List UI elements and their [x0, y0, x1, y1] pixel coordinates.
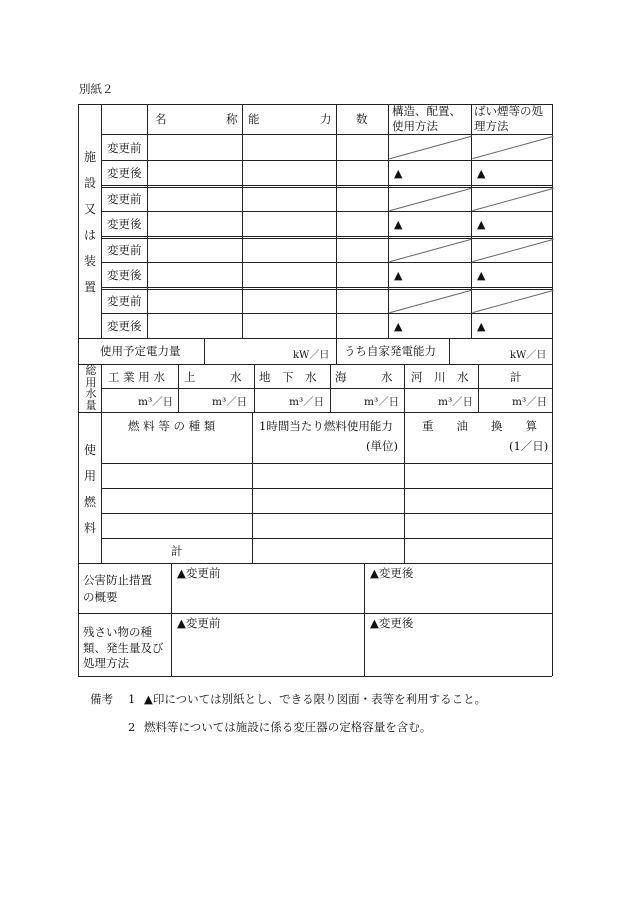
self-power-unit: kW／日 [510, 350, 547, 361]
residue-after: ▲変更後 [370, 616, 414, 630]
row-after-1: 変更後 [107, 166, 142, 180]
water-col-tap: 上 水 [184, 370, 242, 384]
residue-label-3: 処理方法 [83, 656, 129, 670]
fuel-header-kind: 燃 料 等 の 種 類 [128, 419, 216, 433]
water-col-industrial: 工 業 用 水 [108, 370, 165, 384]
water-col-river: 河 川 水 [411, 370, 469, 384]
row-before-1: 変更前 [107, 141, 142, 155]
pollution-before: ▲変更前 [177, 566, 221, 580]
pollution-label-1: 公害防止措置 [83, 573, 152, 587]
water-unit: m³／日 [438, 396, 474, 408]
row-before-2: 変更前 [107, 192, 142, 206]
water-total-label: 総 用 水 量 [85, 364, 97, 412]
fuel-rate-unit: (単位) [366, 439, 398, 453]
header-smoke-2: 理方法 [474, 119, 509, 133]
header-name-2: 称 [226, 112, 238, 126]
section-facility-label: 施 設 又 は 装 置 [83, 150, 96, 294]
triangle-mark: ▲ [477, 320, 486, 333]
triangle-mark: ▲ [394, 218, 403, 231]
residue-before: ▲変更前 [177, 616, 221, 630]
row-after-4: 変更後 [107, 319, 142, 333]
row-after-3: 変更後 [107, 268, 142, 282]
water-col-ground: 地 下 水 [259, 370, 317, 384]
header-count: 数 [356, 112, 368, 126]
water-unit: m³／日 [138, 396, 174, 408]
residue-label-2: 類、発生量及び [83, 641, 164, 655]
triangle-mark: ▲ [394, 269, 403, 282]
residue-label-1: 残さい物の種 [83, 625, 152, 639]
header-structure-2: 使用方法 [392, 119, 438, 133]
note-1-text: ▲印については別紙とし、できる限り図面・表等を利用すること。 [144, 692, 487, 706]
note-1-number: 1 [128, 692, 136, 706]
fuel-section-label: 使 用 燃 料 [83, 443, 96, 535]
row-before-3: 変更前 [107, 243, 142, 257]
water-col-total: 計 [510, 370, 522, 384]
pollution-after: ▲変更後 [370, 566, 414, 580]
note-2-text: 燃料等については施設に係る変圧器の定格容量を含む。 [144, 720, 432, 734]
row-after-2: 変更後 [107, 217, 142, 231]
header-smoke-1: ばい煙等の処 [474, 104, 543, 118]
header-name-1: 名 [155, 112, 167, 126]
fuel-conv-unit: (1／日) [509, 439, 549, 453]
fuel-total-label: 計 [171, 544, 183, 558]
power-unit: kW／日 [293, 350, 330, 361]
self-power-label: うち自家発電能力 [344, 344, 436, 358]
header-capacity-1: 能 [248, 112, 260, 126]
row-before-4: 変更前 [107, 294, 142, 308]
water-unit: m³／日 [364, 396, 400, 408]
triangle-mark: ▲ [394, 320, 403, 333]
water-col-sea: 海 水 [335, 370, 393, 384]
water-unit: m³／日 [212, 396, 248, 408]
notes-prefix: 備考 [90, 692, 113, 706]
pollution-label-2: の概要 [83, 590, 118, 604]
note-2-number: 2 [128, 720, 136, 734]
doc-label: 別紙２ [79, 82, 114, 96]
triangle-mark: ▲ [477, 269, 486, 282]
header-capacity-2: 力 [320, 112, 332, 126]
header-structure-1: 構造、配置、 [392, 104, 461, 118]
triangle-mark: ▲ [394, 167, 403, 180]
water-unit: m³／日 [512, 396, 548, 408]
triangle-mark: ▲ [477, 218, 486, 231]
power-label: 使用予定電力量 [100, 344, 181, 358]
fuel-header-conversion: 重 油 換 算 [422, 419, 537, 433]
water-unit: m³／日 [289, 396, 325, 408]
fuel-header-rate: 1時間当たり燃料使用能力 [259, 419, 393, 433]
triangle-mark: ▲ [477, 167, 486, 180]
